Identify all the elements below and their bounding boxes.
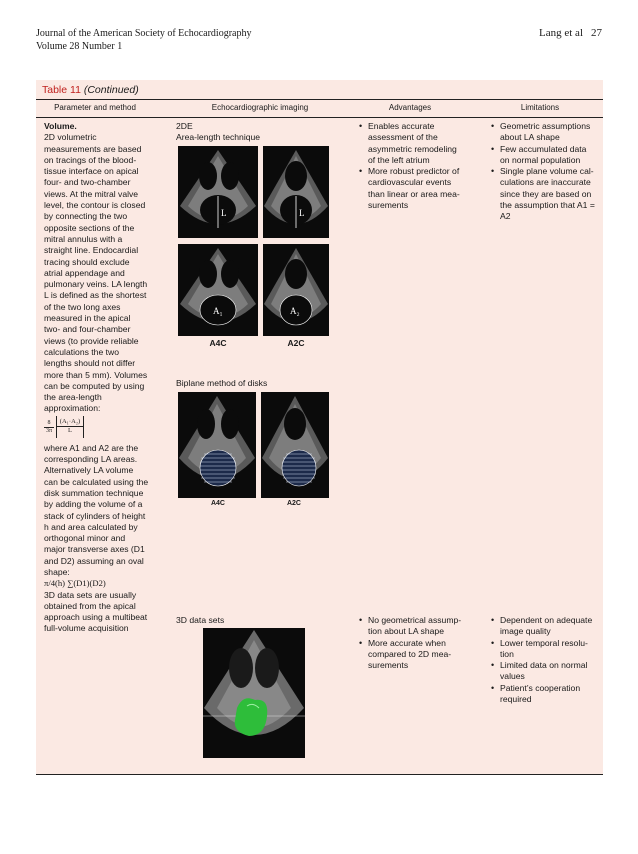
param-line: calculations the two (44, 346, 119, 357)
biplane-title: Biplane method of disks (176, 378, 268, 388)
param-line: full-volume acquisition (44, 623, 129, 634)
param-line: 3D data sets are usually (44, 589, 137, 600)
param-line: corresponding LA areas. (44, 454, 138, 465)
param-line: approximation: (44, 403, 101, 414)
parameter-cell (44, 121, 162, 635)
advantage-item: • More accurate when compared to 2D mea- surements (358, 638, 478, 672)
limitation-item: • Dependent on adequate image quality (490, 615, 600, 638)
parameter-title: Volume. (44, 121, 77, 131)
param-line: can be computed by using (44, 380, 145, 391)
journal-volume: Volume 28 Number 1 (36, 41, 123, 52)
param-line: opposite sections of the (44, 222, 135, 233)
param-line: tracing should exclude (44, 256, 130, 267)
colhead-parameter: Parameter and method (54, 103, 136, 112)
limitations-cell (490, 121, 600, 223)
param-line: shape: (44, 566, 70, 577)
caption-biplane-a4c: A4C (210, 500, 225, 507)
length-label: L (299, 208, 305, 218)
formula-num: (A₁·A₂) (57, 418, 83, 427)
param-line: h and area calculated by (44, 521, 138, 532)
param-line: L is defined as the shortest (44, 290, 147, 301)
table-top-rule (36, 99, 603, 100)
param-line: measured in the apical (44, 313, 131, 324)
limitation-item: • Patient’s cooperation required (490, 683, 600, 706)
param-line: atrial appendage and (44, 267, 125, 278)
imaging-heading (176, 121, 326, 144)
echo-image-biplane-a2c (261, 392, 329, 498)
formula-k-num: 8 (44, 420, 54, 428)
param-line: straight line. Endocardial (44, 245, 139, 256)
colhead-advantages: Advantages (388, 103, 432, 112)
limitations-3d-cell (490, 615, 600, 705)
formula-den: L (68, 426, 72, 434)
param-line: orthogonal minor and (44, 533, 126, 544)
param-line: approach using a multibeat (44, 612, 148, 623)
table-caption (42, 84, 139, 96)
table-header-rule (36, 117, 603, 118)
param-line: tissue interface on apical (44, 166, 139, 177)
echo-image-biplane-a4c (178, 392, 256, 498)
param-line: two- and four-chamber (44, 324, 131, 335)
advantage-item: • No geometrical assump- tion about LA shape (358, 615, 478, 638)
advantages-cell (358, 121, 478, 211)
param-line: four- and two-chamber (44, 177, 131, 188)
imaging-3d-title: 3D data sets (176, 615, 225, 625)
author-running-head: Lang et al (539, 27, 583, 39)
caption-a2c: A2C (287, 338, 305, 348)
param-line: the area-length (44, 392, 102, 403)
page-header-right (531, 27, 602, 39)
param-line: measurements are based (44, 143, 142, 154)
disk-summation-formula: π/4(h) ∑(D1)(D2) (44, 578, 106, 589)
param-line: level, the contour is closed (44, 200, 146, 211)
param-line: on tracings of the blood- (44, 154, 137, 165)
param-line: major transverse axes (D1 (44, 544, 145, 555)
advantage-item: • More robust predictor of cardiovascular events than linear or area mea- surements (358, 166, 478, 211)
limitation-item: • Single plane volume cal- culations are inaccurate since they are based on the assumption that A1 = A2 (490, 166, 600, 222)
limitation-item: • Few accumulated data on normal population (490, 144, 600, 167)
limitation-item: • Limited data on normal values (490, 660, 600, 683)
param-line: more than 5 mm). Volumes (44, 369, 148, 380)
colhead-limitations: Limitations (520, 103, 560, 112)
echo-image-a4c-length (178, 146, 258, 238)
advantages-3d-cell (358, 615, 478, 671)
area-label: A₁ (213, 306, 223, 316)
formula-k-den: 3π (45, 427, 53, 434)
caption-biplane-a2c: A2C (286, 500, 301, 507)
param-line: can be calculated using the (44, 476, 149, 487)
echo-image-3d (203, 628, 305, 758)
param-line: obtained from the apical (44, 600, 136, 611)
journal-header (36, 27, 251, 53)
echo-image-a2c-area (263, 244, 329, 336)
table-number: Table 11 (42, 84, 81, 96)
imaging-subtitle: Area-length technique (176, 132, 261, 143)
echo-image-a2c-length (263, 146, 329, 238)
limitation-item: • Geometric assumptions about LA shape (490, 121, 600, 144)
echo-image-a4c-area (178, 244, 258, 336)
table-bottom-rule (36, 774, 603, 775)
limitation-item: • Lower temporal resolu- tion (490, 638, 600, 661)
param-line: mitral annulus with a (44, 233, 123, 244)
param-line: by adding the volume of a (44, 499, 143, 510)
param-line: views. At the mitral valve (44, 188, 139, 199)
param-line: and D2) assuming an oval (44, 555, 144, 566)
area-length-formula (44, 415, 162, 443)
param-line: 2D volumetric (44, 132, 97, 143)
param-line: Alternatively LA volume (44, 465, 134, 476)
journal-name: Journal of the American Society of Echocardiography (36, 28, 252, 39)
caption-a4c: A4C (209, 338, 227, 348)
page-number: 27 (591, 27, 602, 39)
param-line: lengths should not differ (44, 358, 136, 369)
param-line: by connecting the two (44, 211, 128, 222)
length-label: L (221, 208, 227, 218)
param-line: stack of cylinders of height (44, 510, 146, 521)
table-continued: (Continued) (83, 84, 139, 96)
param-line: disk summation technique (44, 487, 144, 498)
advantage-item: • Enables accurate assessment of the asymmetric remodeling of the left atrium (358, 121, 478, 166)
param-line: views (to provide reliable (44, 335, 139, 346)
colhead-imaging: Echocardiographic imaging (211, 103, 309, 112)
area-label: A₂ (290, 306, 300, 316)
param-line: pulmonary veins. LA length (44, 279, 148, 290)
param-line: where A1 and A2 are the (44, 442, 139, 453)
param-line: of the two long axes (44, 301, 121, 312)
imaging-title: 2DE (176, 121, 193, 131)
